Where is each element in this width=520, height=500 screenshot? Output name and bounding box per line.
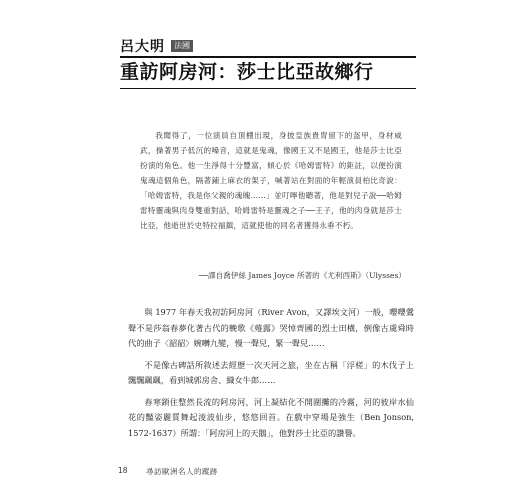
page-number: 18 xyxy=(118,466,128,475)
epigraph-text: 我聞得了，一位演員自頂棚出現，身披皇族貴胄留下的盔甲，身材威武，操著男子低沉的嗓音，這就是鬼魂，像國王又不是國王，他是莎士比亞扮演的角色。他一生淨得十分豐富，傾心於《哈姆雷特》的鉅註，以便扮演鬼魂這個角色，隔著鋪上麻衣的架子，喊著站在對面的年輕演員柏比奇說：「哈姆雷特，我是你父親的魂魄……」並叮嚀他聽著，他是對兒子說──哈姆雷特靈魂與肉身雙重對話，哈姆雷特是靈魂之子──王子，他的肉身就是莎士比亞，他逝世於史特拉福鎮，這就使他的同名者獲得永垂不朽。 xyxy=(140,131,402,230)
country-badge: 法國 xyxy=(171,40,193,52)
book-title: 尋訪歐洲名人的蹤跡 xyxy=(146,467,218,476)
body-paragraph: 與 1977 年春天我初訪阿房河（River Avon，又譯埃文河）一般，嚶嚶鶯聲不是莎翁春夢化著古代的輓歌《薤露》哭悼齊國的烈士田橫，倒像古虞舜時代的曲子〈韶韶〉婉囀九變，慢一聲兒，緊一聲兒…… xyxy=(128,307,414,348)
epigraph-attribution: ──譯自喬伊絲 James Joyce 所著的《尤利西斯》（Ulysses） xyxy=(198,271,406,280)
header-top-rule xyxy=(120,56,416,58)
author-name: 呂大明 xyxy=(120,39,165,55)
page-footer xyxy=(118,466,418,477)
body-paragraph: 春寒鎖住整然長流的阿房河，河上凝結化不開圍攤的冷霧，河的彼岸水仙花的豔姿麗質舞起淩波仙步，悠悠回首。在戲中穿場是強生（Ben Jonson, 1572-1637）所謂：「阿房河上的天鵝」，他對莎士比亞的讚譽。 xyxy=(128,396,414,438)
header-bottom-rule xyxy=(120,88,416,89)
body-text xyxy=(128,305,414,447)
body-paragraph: 不是像古碑話所敘述去經歷一次天河之旅，坐在古稱「浮槎」的木伐子上飄飄颻颻，看到城郭房舍、織女牛郎…… xyxy=(128,359,414,385)
epigraph-quote xyxy=(140,128,402,233)
author-header xyxy=(120,38,420,54)
chapter-title: 重訪阿房河：莎士比亞故鄉行 xyxy=(120,61,374,83)
